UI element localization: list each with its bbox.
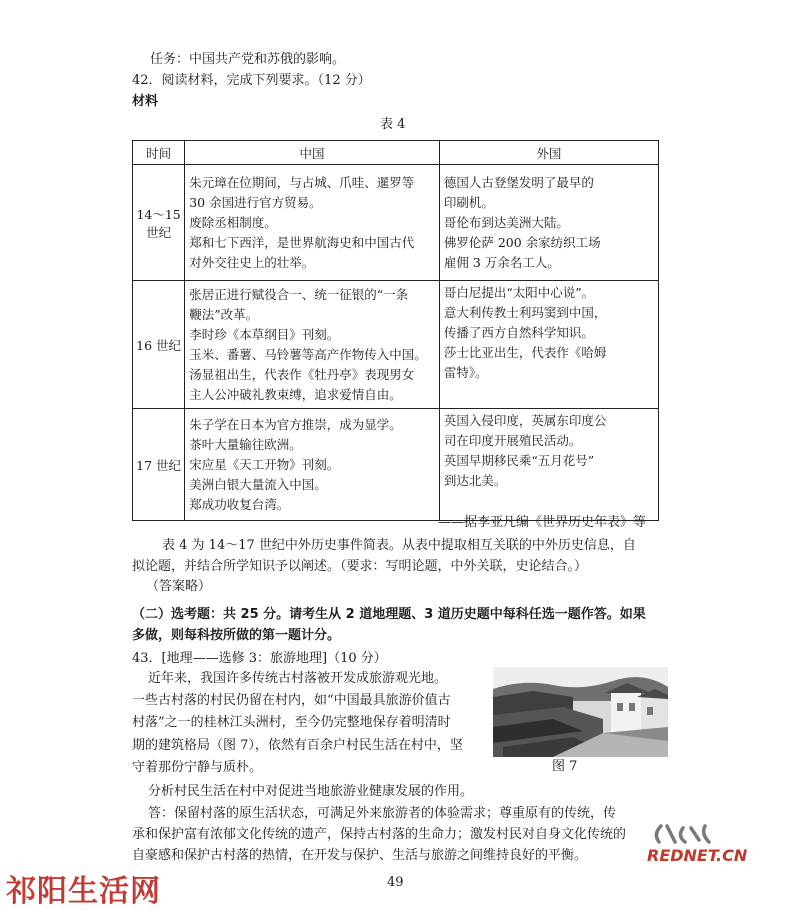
section2-line: 多做，则每科按所做的第一题计分。 bbox=[132, 628, 341, 643]
china-cell bbox=[185, 165, 440, 281]
history-events-table bbox=[132, 140, 659, 521]
header-foreign: 外国 bbox=[439, 141, 658, 165]
q42-prompt-line: 拟论题，并结合所学知识予以阐述。（要求：写明论题，中外关联，史论结合。） bbox=[132, 559, 588, 574]
cell-line: 司在印度开展殖民活动。 bbox=[443, 433, 582, 448]
cell-line: 30 余国进行官方贸易。 bbox=[189, 194, 322, 210]
q42-prompt-line: 表 4 为 14～17 世纪中外历史事件简表。从表中提取相互关联的中外历史信息，自 bbox=[162, 538, 636, 553]
cell-line: 鞭法”改革。 bbox=[189, 306, 259, 322]
table-row bbox=[133, 281, 659, 409]
cell-line: 废除丞相制度。 bbox=[189, 214, 277, 230]
cell-line: 英国入侵印度，英属东印度公 bbox=[443, 413, 607, 428]
table-header-row bbox=[133, 141, 659, 165]
material-label: 材料 bbox=[132, 94, 159, 109]
cell-line: 英国早期移民乘“五月花号” bbox=[443, 453, 595, 468]
q43-answer-line: 承和保护富有浓郁文化传统的遗产，保持古村落的生命力；激发村民对自身文化传统的 bbox=[132, 827, 627, 842]
china-cell bbox=[185, 281, 440, 409]
q43-body-line: 期的建筑格局（图 7），依然有百余户村民生活在村中，坚 bbox=[132, 738, 463, 753]
cell-line: 李时珍《本草纲目》刊刻。 bbox=[189, 326, 340, 342]
header-time: 时间 bbox=[133, 141, 185, 165]
table-row bbox=[133, 409, 659, 521]
rednet-logo-text: REDNET.CN bbox=[647, 846, 748, 865]
page-number: 49 bbox=[387, 875, 404, 890]
q43-body-line: 守着那份宁静与质朴。 bbox=[132, 760, 263, 775]
cell-line: 莎士比亚出生，代表作《哈姆 bbox=[443, 345, 607, 360]
cell-line: 哥伦布到达美洲大陆。 bbox=[443, 214, 569, 230]
cell-line: 德国人古登堡发明了最早的 bbox=[443, 174, 594, 190]
village-photo bbox=[493, 667, 668, 757]
figure-caption: 图 7 bbox=[552, 759, 578, 774]
q43-body-line: 一些古村落的村民仍留在村内，如“中国最具旅游价值古 bbox=[132, 693, 451, 708]
foreign-cell bbox=[439, 165, 658, 281]
rednet-watermark-logo bbox=[645, 820, 775, 874]
cell-line: 宋应星《天工开物》刊刻。 bbox=[189, 456, 340, 472]
cell-line: 郑成功收复台湾。 bbox=[189, 496, 290, 512]
section2-line: （二）选考题：共 25 分。请考生从 2 道地理题、3 道历史题中每科任选一题作答。如果 bbox=[132, 607, 646, 622]
q43-heading: 43．[地理——选修 3：旅游地理]（10 分） bbox=[132, 651, 387, 666]
q43-body-line: 村落”之一的桂林江头洲村，至今仍完整地保存着明清时 bbox=[132, 715, 451, 730]
time-cell: 16 世纪 bbox=[133, 281, 185, 409]
foreign-cell bbox=[439, 409, 658, 521]
q43-question: 分析村民生活在村中对促进当地旅游业健康发展的作用。 bbox=[148, 784, 474, 799]
cell-line: 到达北美。 bbox=[443, 473, 507, 488]
cell-line: 朱元璋在位期间，与占城、爪哇、暹罗等 bbox=[189, 174, 415, 190]
time-cell: 17 世纪 bbox=[133, 409, 185, 521]
china-cell bbox=[185, 409, 440, 521]
cell-line: 印刷机。 bbox=[443, 194, 494, 210]
cell-line: 朱子学在日本为官方推崇，成为显学。 bbox=[189, 416, 402, 432]
site-watermark-logo: 祁阳生活网 bbox=[6, 874, 161, 909]
cell-line: 汤显祖出生，代表作《牡丹亭》表现男女 bbox=[189, 366, 415, 382]
cell-line: 郑和七下西洋，是世界航海史和中国古代 bbox=[189, 234, 415, 250]
cell-line: 玉米、番薯、马铃薯等高产作物传入中国。 bbox=[189, 346, 427, 362]
table-source: ——据李亚凡编《世界历史年表》等 bbox=[438, 515, 647, 530]
cell-line: 对外交往史上的壮举。 bbox=[189, 254, 315, 270]
foreign-cell bbox=[439, 281, 658, 409]
cell-line: 美洲白银大量流入中国。 bbox=[189, 476, 327, 492]
cell-line: 雇佣 3 万余名工人。 bbox=[443, 254, 560, 270]
task-line: 任务：中国共产党和苏俄的影响。 bbox=[150, 52, 346, 67]
cell-line: 主人公冲破礼教束缚，追求爱情自由。 bbox=[189, 386, 402, 402]
cell-line: 雷特》。 bbox=[443, 365, 488, 380]
q43-answer-line: 自豪感和保护古村落的热情，在开发与保护、生活与旅游之间维持良好的平衡。 bbox=[132, 848, 588, 863]
cell-line: 佛罗伦萨 200 余家纺织工场 bbox=[443, 234, 601, 250]
q43-body-line: 近年来，我国许多传统古村落被开发成旅游观光地。 bbox=[148, 671, 448, 686]
time-cell: 14～15 世纪 bbox=[133, 165, 185, 281]
q42-answer: （答案略） bbox=[146, 579, 212, 594]
table-caption: 表 4 bbox=[380, 117, 406, 132]
cell-line: 茶叶大量输往欧洲。 bbox=[189, 436, 302, 452]
cell-line: 传播了西方自然科学知识。 bbox=[443, 325, 594, 340]
q43-answer-line: 答：保留村落的原生活状态，可满足外来旅游者的体验需求；尊重原有的传统，传 bbox=[148, 806, 617, 821]
cell-line: 哥白尼提出“太阳中心说”。 bbox=[443, 285, 595, 300]
header-china: 中国 bbox=[185, 141, 440, 165]
q42-heading: 42．阅读材料，完成下列要求。（12 分） bbox=[132, 73, 371, 88]
cell-line: 张居正进行赋役合一、统一征银的“一条 bbox=[189, 286, 409, 302]
cell-line: 意大利传教士利玛窦到中国， bbox=[443, 305, 607, 320]
table-row bbox=[133, 165, 659, 281]
